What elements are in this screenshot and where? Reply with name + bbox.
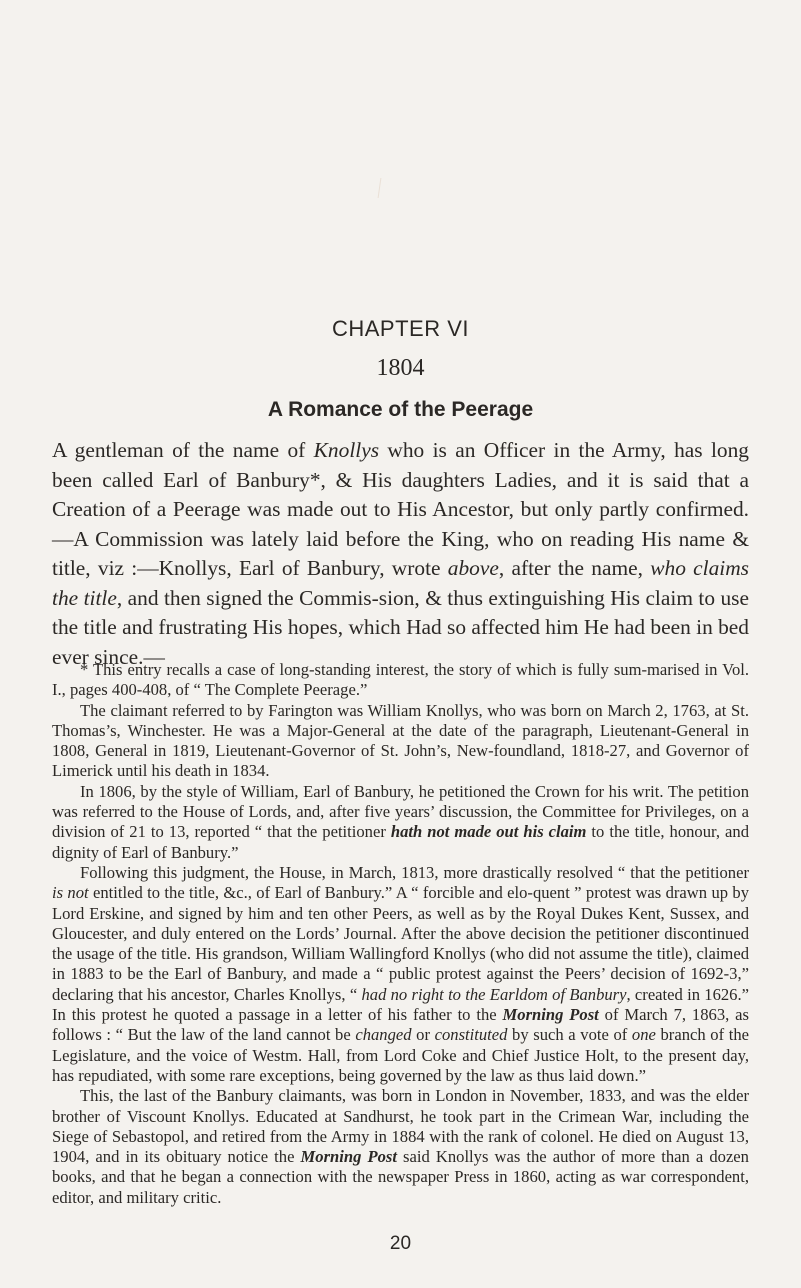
footnote-paragraph-1: * This entry recalls a case of long-standing interest, the story of which is fully sum-marised in Vol. I., pages 400-408, of “ The Complete Peerage.”	[52, 660, 749, 700]
chapter-year: 1804	[376, 355, 425, 381]
footnote-paragraph-2: The claimant referred to by Farington was William Knollys, who was born on March 2, 1763, at St. Thomas’s, Winchester. He was a Major-General at the date of the paragraph, Lieutenant-General in 1808, General in 1819, Lieutenant-Governor of St. John’s, New-foundland, 1818-27, and Governor of Limerick until his death in 1834.	[52, 700, 749, 781]
footnote-paragraph-3: In 1806, by the style of William, Earl of Banbury, he petitioned the Crown for his writ. The petition was referred to the House of Lords, and, after five years’ discussion, the Committee for Privileges, on a division of 21 to 13, reported “ that the petitioner hath not made out his claim to the title, honour, and dignity of Earl of Banbury.”	[52, 781, 749, 862]
page-number: 20	[389, 1233, 412, 1254]
footnote-paragraph-5: This, the last of the Banbury claimants, was born in London in November, 1833, and was the elder brother of Viscount Knollys. Educated at Sandhurst, he took part in the Crimean War, including the Siege of Sebastopol, and retired from the Army in 1884 with the rank of colonel. He died on August 13, 1904, and in its obituary notice the Morning Post said Knollys was the author of more than a dozen books, and that he began a connection with the newspaper Press in 1860, acting as war correspondent, editor, and military critic.	[52, 1086, 749, 1207]
main-paragraph: A gentleman of the name of Knollys who is an Officer in the Army, has long been called Earl of Banbury*, & His daughters Ladies, and it is said that a Creation of a Peerage was made out to His Ancestor, but only partly confirmed.—A Commission was lately laid before the King, who on reading His name & title, viz :—Knollys, Earl of Banbury, wrote above, after the name, who claims the title, and then signed the Commis-sion, & thus extinguishing His claim to use the title and frustrating His hopes, which Had so affected him He had been in bed ever since.—	[52, 438, 750, 669]
footnote	[52, 660, 749, 1208]
chapter-title: A Romance of the Peerage	[267, 398, 534, 421]
chapter-heading: CHAPTER VI	[331, 316, 470, 341]
pencil-mark	[378, 178, 390, 198]
footnote-paragraph-4: Following this judgment, the House, in March, 1813, more drastically resolved “ that the petitioner is not entitled to the title, &c., of Earl of Banbury.” A “ forcible and elo-quent ” protest was drawn up by Lord Erskine, and signed by him and ten other Peers, as well as by the Royal Dukes Kent, Sussex, and Gloucester, and duly entered on the Lords’ Journal. After the above decision the petitioner discontinued the usage of the title. His grandson, William Wallingford Knollys (who did not assume the title), claimed in 1883 to be the Earl of Banbury, and made a “ public protest against the Peers’ decision of 1692-3,” declaring that his ancestor, Charles Knollys, “ had no right to the Earldom of Banbury, created in 1626.” In this protest he quoted a passage in a letter of his father to the Morning Post of March 7, 1863, as follows : “ But the law of the land cannot be changed or constituted by such a vote of one branch of the Legislature, and the voice of Westm. Hall, from Lord Coke and Chief Justice Holt, to the present day, has repudiated, with some rare exceptions, being governed by the law as thus laid down.”	[52, 862, 749, 1085]
